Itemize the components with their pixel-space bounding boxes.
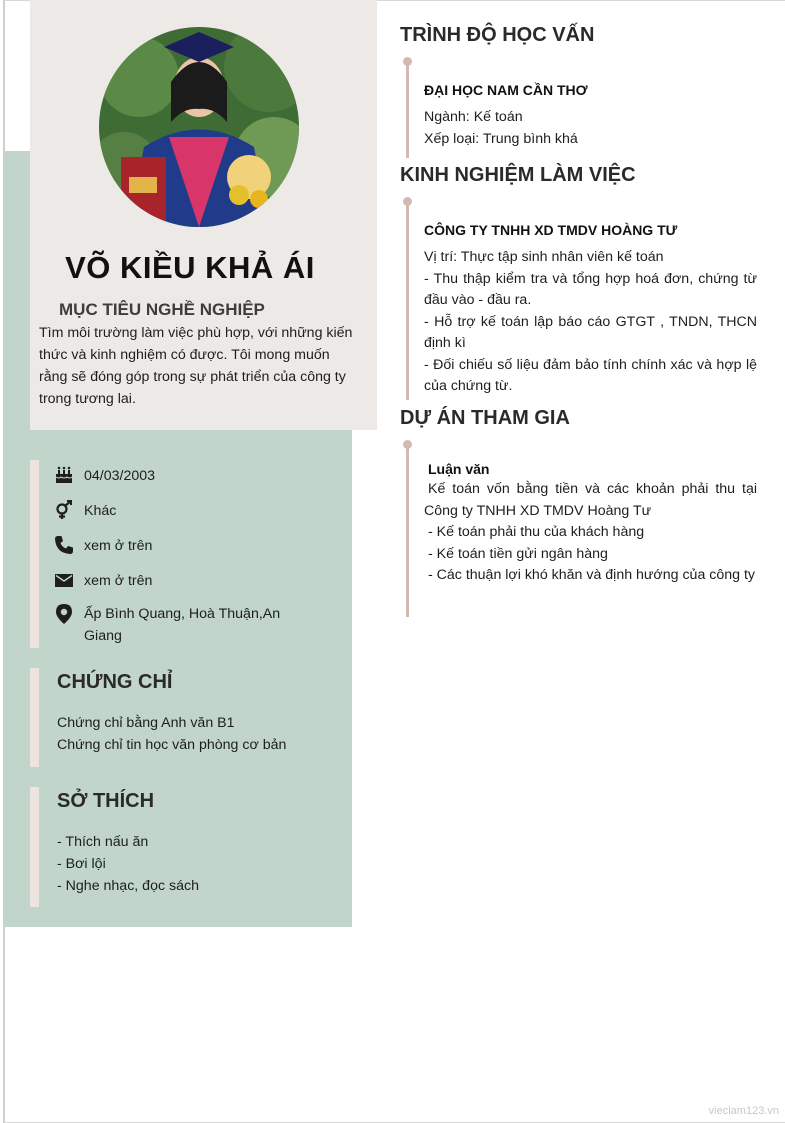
gender-row bbox=[54, 500, 284, 522]
profile-photo bbox=[99, 27, 299, 227]
project-description: Kế toán vốn bằng tiền và các khoản phải thu tại Công ty TNHH XD TMDV Hoàng Tư bbox=[424, 481, 757, 519]
objective-text: Tìm môi trường làm việc phù hợp, với những kiến thức và kinh nghiệm có được. Tôi mong muốn rằng sẽ đóng góp trong sự phát triển của công ty trong tương lai. bbox=[39, 325, 353, 407]
company-name: CÔNG TY TNHH XD TMDV HOÀNG TƯ bbox=[424, 222, 678, 238]
project-details bbox=[424, 479, 757, 587]
birthday-cake-icon bbox=[54, 465, 74, 485]
certificates-accent-bar bbox=[30, 668, 39, 767]
project-item: - Kế toán tiền gửi ngân hàng bbox=[428, 545, 608, 562]
email-value: xem ở trên bbox=[84, 573, 153, 589]
experience-duty: - Thu thập kiểm tra và tổng hợp hoá đơn, chứng từ đầu vào - đầu ra. bbox=[424, 270, 757, 308]
certificate-item: Chứng chỉ bằng Anh văn B1 bbox=[57, 715, 235, 731]
hobbies-list bbox=[57, 831, 199, 897]
projects-timeline bbox=[406, 445, 409, 617]
hobbies-accent-bar bbox=[30, 787, 39, 907]
phone-value: xem ở trên bbox=[84, 538, 153, 554]
project-item: - Các thuận lợi khó khăn và định hướng của công ty bbox=[428, 567, 756, 583]
location-pin-icon bbox=[54, 603, 74, 623]
gender-icon bbox=[54, 500, 74, 520]
email-row bbox=[54, 570, 284, 592]
certificate-item: Chứng chỉ tin học văn phòng cơ bản bbox=[57, 737, 287, 753]
address-row bbox=[54, 603, 284, 647]
education-title: TRÌNH ĐỘ HỌC VẤN bbox=[400, 24, 595, 46]
contact-accent-bar bbox=[30, 460, 39, 648]
education-timeline bbox=[406, 62, 409, 158]
phone-icon bbox=[54, 535, 74, 555]
gender-value: Khác bbox=[84, 503, 117, 519]
certificates-title: CHỨNG CHỈ bbox=[57, 671, 173, 693]
hobby-item: - Bơi lội bbox=[57, 856, 106, 872]
watermark: vieclam123.vn bbox=[708, 1105, 779, 1117]
objective-title: MỤC TIÊU NGHỀ NGHIỆP bbox=[59, 300, 265, 319]
phone-row bbox=[54, 535, 284, 557]
education-details bbox=[424, 107, 757, 150]
projects-title: DỰ ÁN THAM GIA bbox=[400, 407, 570, 429]
education-rank: Xếp loại: Trung bình khá bbox=[424, 130, 578, 147]
experience-duty: - Hỗ trợ kế toán lập báo cáo GTGT , TNDN, THCN định kì bbox=[424, 313, 757, 351]
experience-timeline bbox=[406, 202, 409, 400]
project-item: - Kế toán phải thu của khách hàng bbox=[428, 524, 645, 540]
school-name: ĐẠI HỌC NAM CẦN THƠ bbox=[424, 82, 588, 98]
hobbies-title: SỞ THÍCH bbox=[57, 790, 155, 812]
hobby-item: - Thích nấu ăn bbox=[57, 834, 149, 850]
education-major: Ngành: Kế toán bbox=[424, 109, 523, 125]
hobby-item: - Nghe nhạc, đọc sách bbox=[57, 878, 199, 894]
experience-title: KINH NGHIỆM LÀM VIỆC bbox=[400, 164, 636, 186]
experience-details bbox=[424, 247, 757, 398]
birthday-row bbox=[54, 465, 284, 487]
envelope-icon bbox=[54, 570, 74, 590]
full-name: VÕ KIỀU KHẢ ÁI bbox=[65, 250, 315, 285]
experience-duty: - Đối chiếu số liệu đảm bảo tính chính xác và hợp lệ của chứng từ. bbox=[424, 356, 757, 394]
birthday-value: 04/03/2003 bbox=[84, 468, 156, 484]
certificates-list bbox=[57, 712, 286, 756]
address-value: Ấp Bình Quang, Hoà Thuận,An Giang bbox=[84, 606, 281, 644]
experience-position: Vị trí: Thực tập sinh nhân viên kế toán bbox=[424, 249, 664, 265]
project-name: Luận văn bbox=[428, 461, 490, 477]
